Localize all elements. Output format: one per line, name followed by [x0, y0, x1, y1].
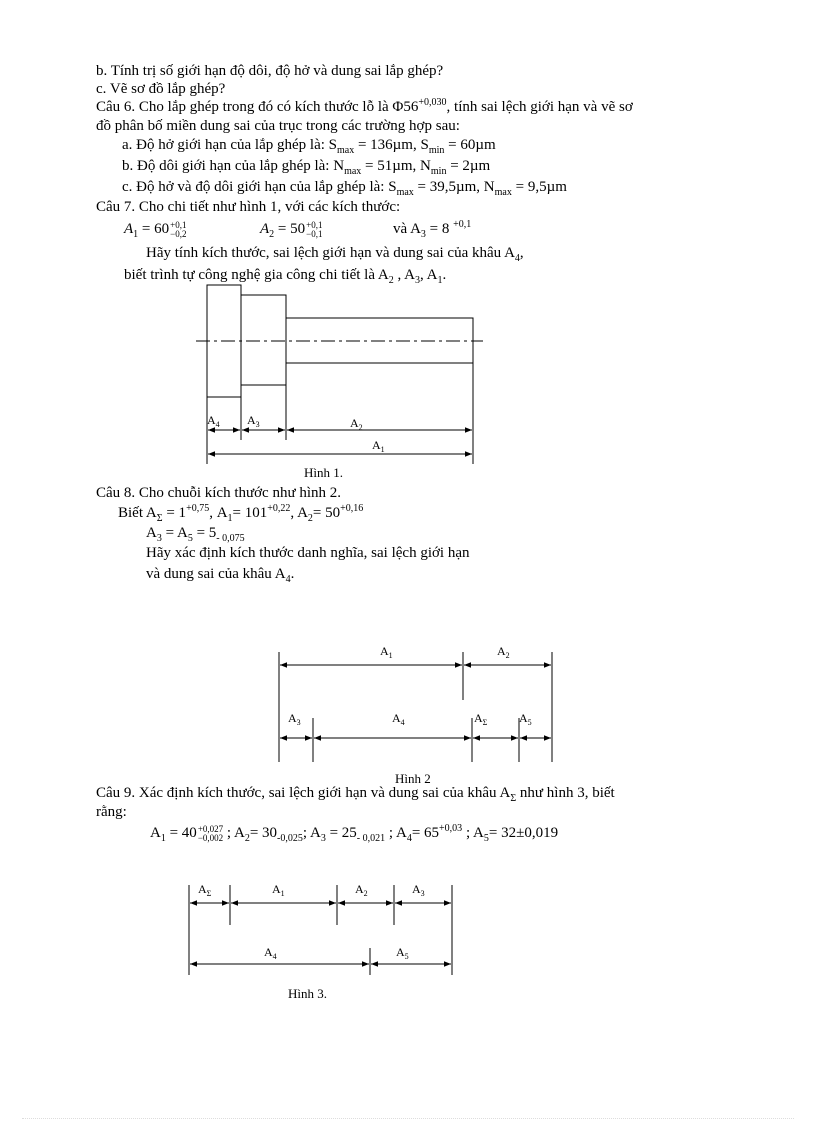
cau7-title: Câu 7. Cho chi tiết như hình 1, với các kích thước:: [96, 199, 401, 215]
cau8-line4: Hãy xác định kích thước danh nghĩa, sai lệch giới hạn: [146, 545, 470, 561]
fig3-label-a1: $A_1$: [272, 882, 285, 898]
fig3-label-a2: $A_2$: [355, 882, 368, 898]
question-b: b. Tính trị số giới hạn độ dôi, độ hở và dung sai lắp ghép?: [96, 63, 444, 79]
figure-2-caption: Hình 2: [395, 771, 431, 786]
fig1-label-a1: $A_1$: [372, 438, 385, 454]
question-c: c. Vẽ sơ đồ lắp ghép?: [96, 81, 226, 97]
cau9-line2: rằng:: [96, 804, 127, 820]
cau6-item-c: c. Độ hở và độ dôi giới hạn của lắp ghép là: $S_{max} = 39,5\mu m$, $N_{max} = 9,5\mu m$: [122, 179, 567, 198]
cau9-formula: $A_1 = 40+0,027$ −0,002 ; $A_2= 30_{-0,025}$; $A_3 = 25_{- 0,021}$ ; $A_4= 65^{+0,03}$ ; $A_5= 32\pm 0,019$: [150, 823, 559, 844]
cau7-line4: biết trình tự công nghệ gia công chi tiết là $A_2$ , $A_3$, $A_1$.: [124, 267, 447, 286]
figure-3-caption: Hình 3.: [288, 986, 327, 1001]
fig3-label-a5: $A_5$: [396, 945, 409, 961]
cau6-line1: Câu 6. Cho lắp ghép trong đó có kích thước lỗ là $\Phi 56^{+0,030}$, tính sai lệch giới hạn và vẽ sơ: [96, 97, 633, 115]
fig1-label-a3: $A_3$: [247, 413, 260, 429]
fig1-label-a4: $A_4$: [207, 413, 220, 429]
figure-1-caption: Hình 1.: [304, 465, 343, 480]
fig2-label-a1: $A_1$: [380, 644, 393, 660]
fig2-label-a3: $A_3$: [288, 711, 301, 727]
fig2-label-a2: $A_2$: [497, 644, 510, 660]
cau6-line2: đồ phân bố miền dung sai của trục trong các trường hợp sau:: [96, 118, 460, 134]
cau8-given: Biết $A_\Sigma = 1^{+0,75}$, $A_1= 101^{+0,22}$, $A_2= 50^{+0,16}$: [118, 503, 364, 524]
cau8-line5: và dung sai của khâu $A_4$.: [146, 566, 295, 585]
cau8-a3-a5: $A_3 = A_5 = 5_{- 0,075}$: [146, 525, 245, 544]
fig3-label-a3: $A_3$: [412, 882, 425, 898]
fig2-label-a5: $A_5$: [519, 711, 532, 727]
cau7-dim-a2: $A_2 = 50+0,1$ −0,1: [260, 219, 323, 240]
fig1-label-a2: $A_2$: [350, 416, 363, 432]
fig2-label-a4: $A_4$: [392, 711, 405, 727]
fig2-label-asigma: $A_\Sigma$: [474, 711, 488, 727]
fig3-label-asigma: $A_\Sigma$: [198, 882, 212, 898]
cau9-line1: Câu 9. Xác định kích thước, sai lệch giới hạn và dung sai của khâu $A_\Sigma$ như hình 3, biết: [96, 785, 615, 804]
fig3-label-a4: $A_4$: [264, 945, 277, 961]
page-divider: [22, 1118, 794, 1119]
cau7-line3: Hãy tính kích thước, sai lệch giới hạn và dung sai của khâu $A_4$,: [146, 245, 524, 264]
cau8-title: Câu 8. Cho chuỗi kích thước như hình 2.: [96, 485, 342, 501]
cau7-dim-a3: và $A_3 = 8$ $^{+0,1}$: [393, 219, 472, 240]
cau6-item-a: a. Độ hở giới hạn của lắp ghép là: $S_{max} = 136\mu m$, $S_{min} = 60\mu m$: [122, 137, 496, 156]
cau7-dim-a1: $A_1 = 60+0,1$ −0,2: [124, 219, 187, 240]
cau6-item-b: b. Độ dôi giới hạn của lắp ghép là: $N_{max} = 51\mu m$, $N_{min} = 2\mu m$: [122, 158, 491, 177]
